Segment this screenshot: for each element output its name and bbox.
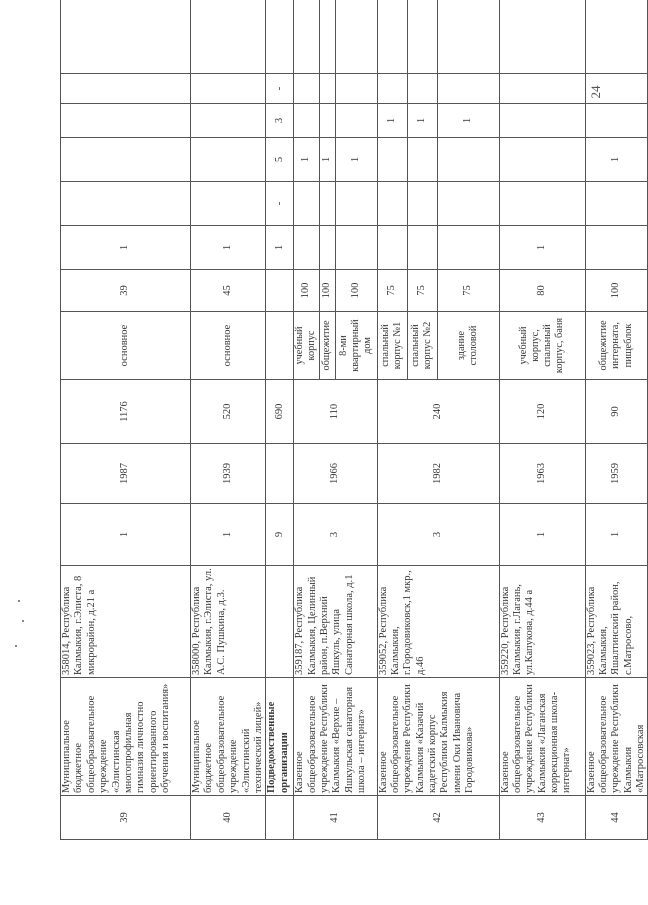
group-5 [437, 74, 499, 104]
group-2 [437, 182, 499, 226]
build-year: 1939 [191, 444, 266, 504]
area: 120 [499, 380, 585, 444]
row-number: 43 [499, 796, 585, 840]
group-2 [294, 182, 319, 226]
group-2 [319, 182, 335, 226]
institution-name: Муниципальное бюджетное общеобразовательное учреждение «Элистинская многопрофильная гимназия личностно ориентированного обучения и воспитания» [61, 678, 191, 796]
row-number: 42 [377, 796, 499, 840]
group-6 [377, 0, 407, 74]
group-5 [61, 74, 191, 104]
group-5 [499, 74, 585, 104]
group-6 [437, 0, 499, 74]
group-4: 3 [266, 104, 294, 138]
capacity: 75 [437, 270, 499, 312]
group-2 [191, 182, 266, 226]
table-row [294, 0, 319, 840]
building-count: 9 [266, 504, 294, 566]
build-year: 1959 [585, 444, 648, 504]
building-type: учебный корпус [294, 312, 319, 380]
group-3 [499, 138, 585, 182]
capacity: 45 [191, 270, 266, 312]
group-4: 1 [437, 104, 499, 138]
building-type: спальный корпус №1 [377, 312, 407, 380]
group-1: 1 [191, 226, 266, 270]
table-row [377, 0, 407, 840]
institution-address: 359220, Республика Калмыкия, г.Лагань, ул.Капукова, д.44 а [499, 566, 585, 678]
group-6 [499, 0, 585, 74]
capacity: 100 [294, 270, 319, 312]
group-5 [335, 74, 377, 104]
table-row [191, 0, 266, 840]
capacity: 80 [499, 270, 585, 312]
build-year: 1966 [294, 444, 377, 504]
group-1: 1 [61, 226, 191, 270]
group-6 [407, 0, 437, 74]
group-4 [61, 104, 191, 138]
table-row [61, 0, 191, 840]
page-number: 24 [588, 85, 603, 99]
table-row [499, 0, 585, 840]
capacity: 100 [585, 270, 648, 312]
building-type: основное [61, 312, 191, 380]
group-4 [499, 104, 585, 138]
building-type [266, 312, 294, 380]
capacity [266, 270, 294, 312]
build-year: 1982 [377, 444, 499, 504]
group-5 [585, 74, 648, 104]
group-4 [335, 104, 377, 138]
institution-name: Казенное общеобразовательное учреждение Республики Калмыкия «Казачий кадетский корпус Республики Калмыкия имени Оки Ивановича Городовикова» [377, 678, 499, 796]
build-year [266, 444, 294, 504]
area: 90 [585, 380, 648, 444]
rotated-page [60, 0, 647, 840]
area: 520 [191, 380, 266, 444]
group-1: 1 [266, 226, 294, 270]
group-2 [61, 182, 191, 226]
group-1 [319, 226, 335, 270]
build-year: 1963 [499, 444, 585, 504]
institution-name: Казенное общеобразовательное учреждение Республики Калмыкия «Верхне – Яшкульская санаторная школа – интернат» [294, 678, 377, 796]
row-number [266, 796, 294, 840]
capacity: 100 [319, 270, 335, 312]
area: 110 [294, 380, 377, 444]
group-6 [319, 0, 335, 74]
group-3: 5 [266, 138, 294, 182]
group-4 [191, 104, 266, 138]
building-count: 1 [61, 504, 191, 566]
group-3 [377, 138, 407, 182]
group-5 [319, 74, 335, 104]
group-3: 1 [294, 138, 319, 182]
group-5 [407, 74, 437, 104]
institution-address: 358014, Республика Калмыкия, г.Элиста, 8 микрорайон, д.21 а [61, 566, 191, 678]
section-title: Подведомственные организации [266, 678, 294, 796]
area: 690 [266, 380, 294, 444]
group-4: 1 [377, 104, 407, 138]
building-count: 3 [294, 504, 377, 566]
group-4: 1 [407, 104, 437, 138]
institution-name: Казенное общеобразовательное учреждение Республики Калмыкия «Лаганская коррекционная школа-интернат» [499, 678, 585, 796]
capacity: 75 [377, 270, 407, 312]
capacity: 39 [61, 270, 191, 312]
group-2 [585, 182, 648, 226]
group-3 [61, 138, 191, 182]
building-count: 3 [377, 504, 499, 566]
group-6 [294, 0, 319, 74]
group-6 [585, 0, 648, 74]
institution-address: 359187, Республика Калмыкия, Целинный район, п.Верхний Яшкуль, улица Санаторная школа, д.1 [294, 566, 377, 678]
institution-name: Казенное общеобразовательное учреждение Республики Калмыкия «Матросовская [585, 678, 648, 796]
group-4 [319, 104, 335, 138]
group-2 [377, 182, 407, 226]
scan-dot [18, 600, 20, 602]
capacity: 75 [407, 270, 437, 312]
institution-name: Муниципальное бюджетное общеобразовательное учреждение «Элистинский технический лицей» [191, 678, 266, 796]
group-6 [191, 0, 266, 74]
capacity: 100 [335, 270, 377, 312]
build-year: 1987 [61, 444, 191, 504]
building-type: 8-ми квартирный дом [335, 312, 377, 380]
group-3: 1 [585, 138, 648, 182]
group-1 [294, 226, 319, 270]
group-3 [407, 138, 437, 182]
building-count: 1 [585, 504, 648, 566]
group-4 [294, 104, 319, 138]
building-type: здание столовой [437, 312, 499, 380]
institutions-table [60, 0, 648, 840]
group-1: 1 [499, 226, 585, 270]
row-number: 40 [191, 796, 266, 840]
group-1 [437, 226, 499, 270]
table-row [585, 0, 648, 840]
group-5 [191, 74, 266, 104]
group-1 [377, 226, 407, 270]
group-3 [437, 138, 499, 182]
group-6 [266, 0, 294, 74]
area: 240 [377, 380, 499, 444]
section-row [266, 0, 294, 840]
group-3: 1 [319, 138, 335, 182]
building-count: 1 [499, 504, 585, 566]
group-3 [191, 138, 266, 182]
row-number: 41 [294, 796, 377, 840]
group-3: 1 [335, 138, 377, 182]
group-2 [335, 182, 377, 226]
group-4 [585, 104, 648, 138]
institution-address: 359023, Республика Калмыкия, Яшалтинский район, с.Матросово, [585, 566, 648, 678]
scan-dot [22, 620, 24, 622]
building-count: 1 [191, 504, 266, 566]
group-1 [585, 226, 648, 270]
scan-dot [15, 645, 17, 647]
group-6 [335, 0, 377, 74]
group-2 [499, 182, 585, 226]
group-1 [407, 226, 437, 270]
group-5 [377, 74, 407, 104]
institution-address: 358000, Республика Калмыкия, г.Элиста, ул. А.С. Пушкина, д.3. [191, 566, 266, 678]
building-type: общежитие интерната, пищеблок [585, 312, 648, 380]
institution-address [266, 566, 294, 678]
group-5: - [266, 74, 294, 104]
building-type: основное [191, 312, 266, 380]
area: 1176 [61, 380, 191, 444]
building-type: спальный корпус №2 [407, 312, 437, 380]
row-number: 44 [585, 796, 648, 840]
building-type: общежитие [319, 312, 335, 380]
group-5 [294, 74, 319, 104]
group-6 [61, 0, 191, 74]
group-2 [407, 182, 437, 226]
group-2: - [266, 182, 294, 226]
building-type: учебный корпус, спальный корпус, баня [499, 312, 585, 380]
row-number: 39 [61, 796, 191, 840]
group-1 [335, 226, 377, 270]
institution-address: 359052, Республика Калмыкия, г.Городовиковск,1 мкр., д.46 [377, 566, 499, 678]
